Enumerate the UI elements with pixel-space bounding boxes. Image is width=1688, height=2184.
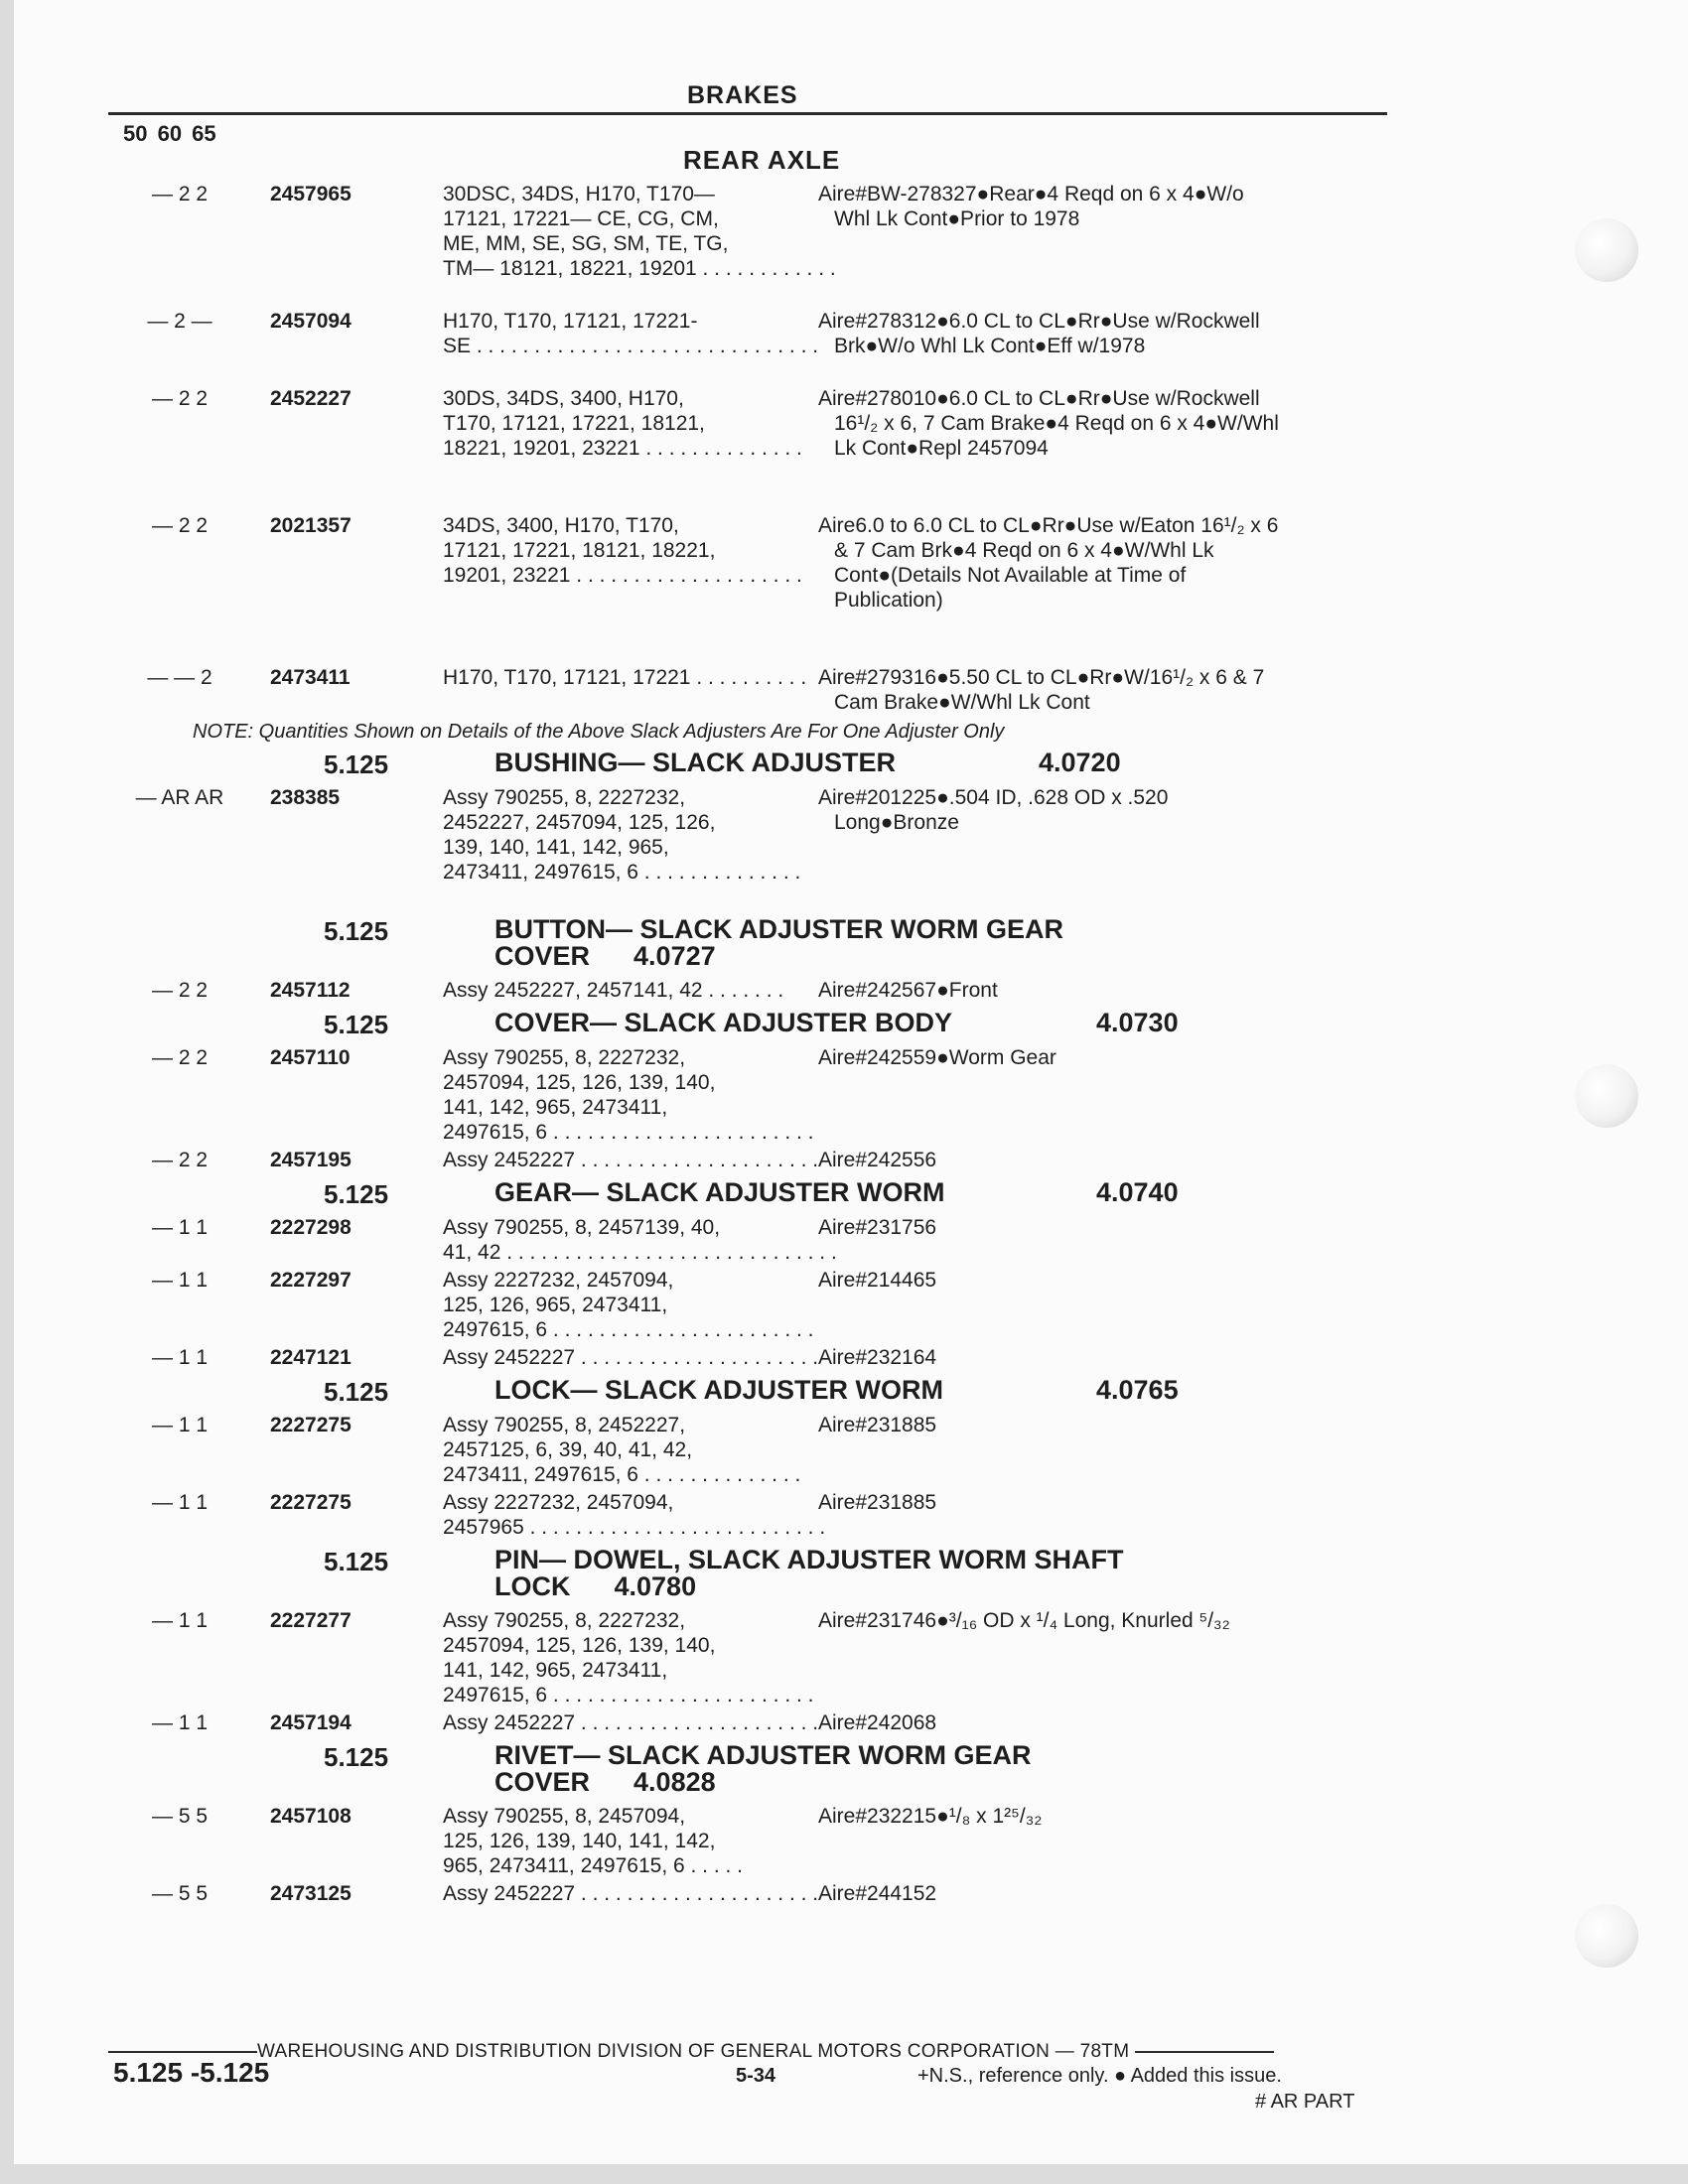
- footer-section-range: 5.125 -5.125: [113, 2057, 270, 2088]
- usage-line: 17121, 17221, 18121, 18221,: [443, 539, 716, 562]
- page-title: BRAKES: [687, 81, 798, 109]
- footer-page-number: 5-34: [736, 2065, 776, 2087]
- section-code: 4.0780: [614, 1571, 697, 1601]
- description-line: Aire#278010●6.0 CL to CL●Rr●Use w/Rockwell: [818, 387, 1260, 410]
- group-subtitle: REAR AXLE: [683, 145, 841, 175]
- description-line: Cont●(Details Not Available at Time of: [834, 564, 1187, 587]
- description-line: Aire#242068: [818, 1711, 937, 1734]
- usage-cell: [443, 386, 802, 461]
- usage-line: Assy 790255, 8, 2457094,: [443, 1805, 686, 1828]
- part-number: 2457195: [270, 1149, 352, 1171]
- description-cell: [818, 1148, 1394, 1172]
- part-row: [14, 1881, 1688, 1909]
- usage-cell: [443, 182, 836, 281]
- usage-cell: [443, 665, 807, 690]
- usage-cell: [443, 1490, 826, 1540]
- description-line: Aire#232164: [818, 1346, 937, 1369]
- part-number: 2457108: [270, 1805, 352, 1828]
- description-line: Aire#214465: [818, 1269, 937, 1292]
- description-cell: [818, 1268, 1394, 1293]
- description-line: Aire#201225●.504 ID, .628 OD x .520: [818, 786, 1169, 809]
- quantity-cell: — 2 2: [151, 387, 209, 410]
- usage-line: Assy 2452227 . . . . . . . . . . . . . . . . . . . . .: [443, 1149, 819, 1171]
- usage-line: 141, 142, 965, 2473411,: [443, 1096, 668, 1119]
- quantity-cell: — 1 1: [151, 1491, 209, 1514]
- part-number: 2452227: [270, 387, 352, 410]
- section-number: 5.125: [324, 1742, 389, 1772]
- quantity-cell: — 1 1: [151, 1609, 209, 1632]
- description-line: Publication): [834, 589, 943, 612]
- section-number: 5.125: [324, 1377, 389, 1407]
- quantity-cell: — AR AR: [135, 786, 224, 809]
- quantity-cell: — 2 —: [147, 310, 212, 333]
- part-row: [14, 182, 1688, 309]
- section-number: 5.125: [324, 750, 389, 779]
- quantity-cell: — 1 1: [151, 1216, 209, 1239]
- part-number: 2457194: [270, 1711, 352, 1734]
- usage-line: 19201, 23221 . . . . . . . . . . . . . . . . . . . .: [443, 564, 802, 587]
- description-line: Cam Brake●W/Whl Lk Cont: [834, 691, 1090, 714]
- part-row: [14, 1045, 1688, 1148]
- usage-line: 125, 126, 139, 140, 141, 142,: [443, 1830, 716, 1852]
- usage-line: 2457094, 125, 126, 139, 140,: [443, 1071, 716, 1094]
- usage-line: Assy 2452227 . . . . . . . . . . . . . . . . . . . . .: [443, 1711, 819, 1734]
- quantity-cell: — 2 2: [151, 514, 209, 537]
- part-row: [14, 785, 1688, 912]
- section-heading: [14, 1547, 1688, 1608]
- section-name: GEAR— SLACK ADJUSTER WORM: [494, 1177, 945, 1207]
- description-line: Whl Lk Cont●Prior to 1978: [834, 207, 1080, 230]
- part-number: 2227297: [270, 1269, 352, 1292]
- usage-line: Assy 790255, 8, 2457139, 40,: [443, 1216, 721, 1239]
- usage-line: Assy 2227232, 2457094,: [443, 1491, 674, 1514]
- section-name: LOCK— SLACK ADJUSTER WORM: [494, 1375, 943, 1405]
- usage-line: Assy 2452227, 2457141, 42 . . . . . . .: [443, 979, 784, 1002]
- usage-cell: [443, 1215, 837, 1265]
- footer-division-line: [108, 2041, 1274, 2063]
- footer-division: WAREHOUSING AND DISTRIBUTION DIVISION OF GENERAL MOTORS CORPORATION — 78TM: [257, 2041, 1130, 2062]
- part-row: [14, 513, 1688, 665]
- description-line: Aire#244152: [818, 1882, 937, 1905]
- section-name: BUTTON— SLACK ADJUSTER WORM GEAR: [494, 914, 1063, 944]
- part-number: 2247121: [270, 1346, 352, 1369]
- part-row: [14, 1215, 1688, 1268]
- usage-cell: [443, 785, 801, 885]
- usage-line: Assy 790255, 8, 2227232,: [443, 1046, 686, 1069]
- section-number: 5.125: [324, 1010, 389, 1039]
- description-cell: [818, 1608, 1394, 1633]
- usage-line: 965, 2473411, 2497615, 6 . . . . .: [443, 1854, 744, 1877]
- usage-line: 2497615, 6 . . . . . . . . . . . . . . . . . . . . . . .: [443, 1121, 814, 1144]
- description-line: Lk Cont●Repl 2457094: [834, 437, 1049, 460]
- part-number: 2021357: [270, 514, 352, 537]
- part-row: [14, 665, 1688, 718]
- section-name-line: [494, 1177, 1179, 1207]
- usage-line: H170, T170, 17121, 17221-: [443, 310, 698, 333]
- quantity-cell: — — 2: [147, 666, 212, 689]
- usage-cell: [443, 1881, 819, 1906]
- description-line: Aire6.0 to 6.0 CL to CL●Rr●Use w/Eaton 16¹/₂ x 6: [818, 514, 1279, 537]
- part-row: [14, 386, 1688, 513]
- description-line: Long●Bronze: [834, 811, 959, 834]
- description-cell: [818, 1490, 1394, 1515]
- description-cell: [818, 1215, 1394, 1240]
- model-year-columns: 50 60 65: [123, 121, 216, 146]
- usage-line: 139, 140, 141, 142, 965,: [443, 836, 669, 859]
- section-code: 4.0828: [633, 1767, 716, 1797]
- section-name-line: [494, 1008, 1179, 1037]
- title-rule: [108, 112, 1387, 115]
- section-heading: [14, 1179, 1688, 1215]
- section-heading: [14, 916, 1688, 978]
- footer-legend-ar: # AR PART: [1255, 2091, 1355, 2113]
- usage-cell: [443, 309, 819, 358]
- section-number: 5.125: [324, 1547, 389, 1576]
- section-name: BUSHING— SLACK ADJUSTER: [494, 748, 897, 777]
- usage-cell: [443, 1608, 814, 1707]
- usage-line: Assy 790255, 8, 2227232,: [443, 1609, 686, 1632]
- section-name: PIN— DOWEL, SLACK ADJUSTER WORM SHAFT: [494, 1545, 1124, 1574]
- section-name: RIVET— SLACK ADJUSTER WORM GEAR: [494, 1740, 1032, 1770]
- usage-line: 2457965 . . . . . . . . . . . . . . . . . . . . . . . . . .: [443, 1516, 826, 1539]
- part-number: 2457094: [270, 310, 352, 333]
- section-heading: [14, 1377, 1688, 1413]
- section-name-line2: COVER: [494, 1767, 591, 1797]
- usage-line: ME, MM, SE, SG, SM, TE, TG,: [443, 232, 729, 255]
- usage-line: TM— 18121, 18221, 19201 . . . . . . . . . . . .: [443, 257, 836, 280]
- usage-line: Assy 790255, 8, 2452227,: [443, 1414, 686, 1436]
- part-row: [14, 309, 1688, 386]
- description-cell: [818, 309, 1394, 358]
- part-row: [14, 1268, 1688, 1345]
- part-number: 2473411: [270, 666, 351, 689]
- usage-line: 2452227, 2457094, 125, 126,: [443, 811, 716, 834]
- usage-cell: [443, 513, 802, 588]
- part-number: 2457112: [270, 979, 351, 1002]
- part-row: [14, 1710, 1688, 1738]
- part-number: 2457110: [270, 1046, 351, 1069]
- description-cell: [818, 978, 1394, 1003]
- part-row: [14, 1345, 1688, 1373]
- section-code: 4.0730: [1096, 1008, 1179, 1037]
- section-number: 5.125: [324, 1179, 389, 1209]
- usage-line: Assy 2452227 . . . . . . . . . . . . . . . . . . . . .: [443, 1346, 819, 1369]
- usage-line: 2473411, 2497615, 6 . . . . . . . . . . . . . .: [443, 1463, 801, 1486]
- footer-legend: +N.S., reference only. ● Added this issue.: [917, 2065, 1282, 2087]
- section-name-line: [494, 748, 1121, 777]
- usage-cell: [443, 1045, 814, 1145]
- description-cell: [818, 513, 1394, 613]
- part-number: 2227298: [270, 1216, 352, 1239]
- catalog-page: [14, 0, 1688, 2164]
- description-cell: [818, 1710, 1394, 1735]
- part-number: 2227275: [270, 1414, 352, 1436]
- usage-cell: [443, 978, 790, 1003]
- usage-line: 30DSC, 34DS, H170, T170—: [443, 183, 715, 205]
- part-number: 2457965: [270, 183, 352, 205]
- section-code: 4.0765: [1096, 1375, 1179, 1405]
- usage-line: 125, 126, 965, 2473411,: [443, 1294, 668, 1316]
- description-cell: [818, 182, 1394, 231]
- part-number: 2227275: [270, 1491, 352, 1514]
- quantity-cell: — 2 2: [151, 979, 209, 1002]
- quantity-cell: — 5 5: [151, 1805, 209, 1828]
- part-row: [14, 978, 1688, 1006]
- description-line: & 7 Cam Brk●4 Reqd on 6 x 4●W/Whl Lk: [834, 539, 1214, 562]
- usage-line: Assy 790255, 8, 2227232,: [443, 786, 686, 809]
- section-heading: [14, 1742, 1688, 1804]
- usage-line: 41, 42 . . . . . . . . . . . . . . . . . . . . . . . . . . . . .: [443, 1241, 837, 1264]
- usage-line: 2473411, 2497615, 6 . . . . . . . . . . . . . .: [443, 861, 801, 884]
- usage-line: 2497615, 6 . . . . . . . . . . . . . . . . . . . . . . .: [443, 1684, 814, 1706]
- usage-line: SE . . . . . . . . . . . . . . . . . . . . . . . . . . . . . .: [443, 335, 819, 357]
- description-cell: [818, 1804, 1394, 1829]
- section-number: 5.125: [324, 916, 389, 946]
- description-line: Aire#231746●³/₁₆ OD x ¹/₄ Long, Knurled ⁵/₃₂: [818, 1609, 1230, 1632]
- section-name-line2: LOCK: [494, 1571, 571, 1601]
- description-line: Aire#242556: [818, 1149, 937, 1171]
- quantity-cell: — 2 2: [151, 183, 209, 205]
- part-row: [14, 1148, 1688, 1175]
- usage-line: H170, T170, 17121, 17221 . . . . . . . . . .: [443, 666, 807, 689]
- usage-cell: [443, 1413, 801, 1487]
- quantity-cell: — 2 2: [151, 1046, 209, 1069]
- description-line: Aire#231885: [818, 1414, 937, 1436]
- description-line: Aire#231756: [818, 1216, 937, 1239]
- quantity-cell: — 5 5: [151, 1882, 209, 1905]
- part-number: 238385: [270, 786, 341, 809]
- usage-cell: [443, 1148, 819, 1172]
- usage-line: 2457125, 6, 39, 40, 41, 42,: [443, 1438, 693, 1461]
- usage-line: T170, 17121, 17221, 18121,: [443, 412, 705, 435]
- description-cell: [818, 665, 1394, 715]
- usage-line: 141, 142, 965, 2473411,: [443, 1659, 668, 1682]
- quantity-cell: — 1 1: [151, 1269, 209, 1292]
- usage-line: 34DS, 3400, H170, T170,: [443, 514, 679, 537]
- usage-line: Assy 2452227 . . . . . . . . . . . . . . . . . . . . .: [443, 1882, 819, 1905]
- description-line: Aire#242567●Front: [818, 979, 998, 1002]
- usage-line: 17121, 17221— CE, CG, CM,: [443, 207, 719, 230]
- quantity-cell: — 1 1: [151, 1414, 209, 1436]
- section-code: 4.0740: [1096, 1177, 1179, 1207]
- usage-line: 18221, 19201, 23221 . . . . . . . . . . . . . .: [443, 437, 802, 460]
- quantity-cell: — 2 2: [151, 1149, 209, 1171]
- description-line: Aire#279316●5.50 CL to CL●Rr●W/16¹/₂ x 6 & 7: [818, 666, 1265, 689]
- part-row: [14, 1608, 1688, 1710]
- usage-cell: [443, 1345, 819, 1370]
- usage-line: 2457094, 125, 126, 139, 140,: [443, 1634, 716, 1657]
- section-name-continued: [494, 943, 716, 970]
- part-number: 2473125: [270, 1882, 352, 1905]
- description-line: Aire#278312●6.0 CL to CL●Rr●Use w/Rockwell: [818, 310, 1260, 333]
- description-line: Aire#242559●Worm Gear: [818, 1046, 1056, 1069]
- section-code: 4.0727: [633, 941, 716, 971]
- description-cell: [818, 1881, 1394, 1906]
- description-line: Aire#BW-278327●Rear●4 Reqd on 6 x 4●W/o: [818, 183, 1244, 205]
- quantity-cell: — 1 1: [151, 1346, 209, 1369]
- parts-listing: [14, 182, 1688, 1909]
- part-row: [14, 1413, 1688, 1490]
- section-name-continued: [494, 1573, 696, 1600]
- section-heading: [14, 750, 1688, 785]
- usage-cell: [443, 1268, 814, 1342]
- section-name-continued: [494, 1769, 716, 1796]
- usage-cell: [443, 1710, 819, 1735]
- section-name-line2: COVER: [494, 941, 591, 971]
- description-line: 16¹/₂ x 6, 7 Cam Brake●4 Reqd on 6 x 4●W/Whl: [834, 412, 1279, 435]
- usage-cell: [443, 1804, 790, 1878]
- description-cell: [818, 1045, 1394, 1070]
- section-name: COVER— SLACK ADJUSTER BODY: [494, 1008, 953, 1037]
- binder-hole-bottom: [1575, 1904, 1638, 1968]
- quantity-note: NOTE: Quantities Shown on Details of the Above Slack Adjusters Are For One Adjuster Only: [193, 721, 1005, 743]
- usage-line: 2497615, 6 . . . . . . . . . . . . . . . . . . . . . . .: [443, 1318, 814, 1341]
- description-cell: [818, 785, 1394, 835]
- part-row: [14, 1804, 1688, 1881]
- usage-line: 30DS, 34DS, 3400, H170,: [443, 387, 684, 410]
- description-cell: [818, 1413, 1394, 1437]
- description-cell: [818, 1345, 1394, 1370]
- footer-rule-left: [108, 2051, 257, 2053]
- description-line: Aire#231885: [818, 1491, 937, 1514]
- footer-rule-right: [1135, 2051, 1274, 2053]
- section-heading: [14, 1010, 1688, 1045]
- part-row: [14, 1490, 1688, 1543]
- quantity-cell: — 1 1: [151, 1711, 209, 1734]
- description-line: Brk●W/o Whl Lk Cont●Eff w/1978: [834, 335, 1146, 357]
- section-code: 4.0720: [1039, 748, 1121, 777]
- usage-line: Assy 2227232, 2457094,: [443, 1269, 674, 1292]
- part-number: 2227277: [270, 1609, 352, 1632]
- description-cell: [818, 386, 1394, 461]
- section-name-line: [494, 1375, 1179, 1405]
- description-line: Aire#232215●¹/₈ x 1²⁵/₃₂: [818, 1805, 1043, 1828]
